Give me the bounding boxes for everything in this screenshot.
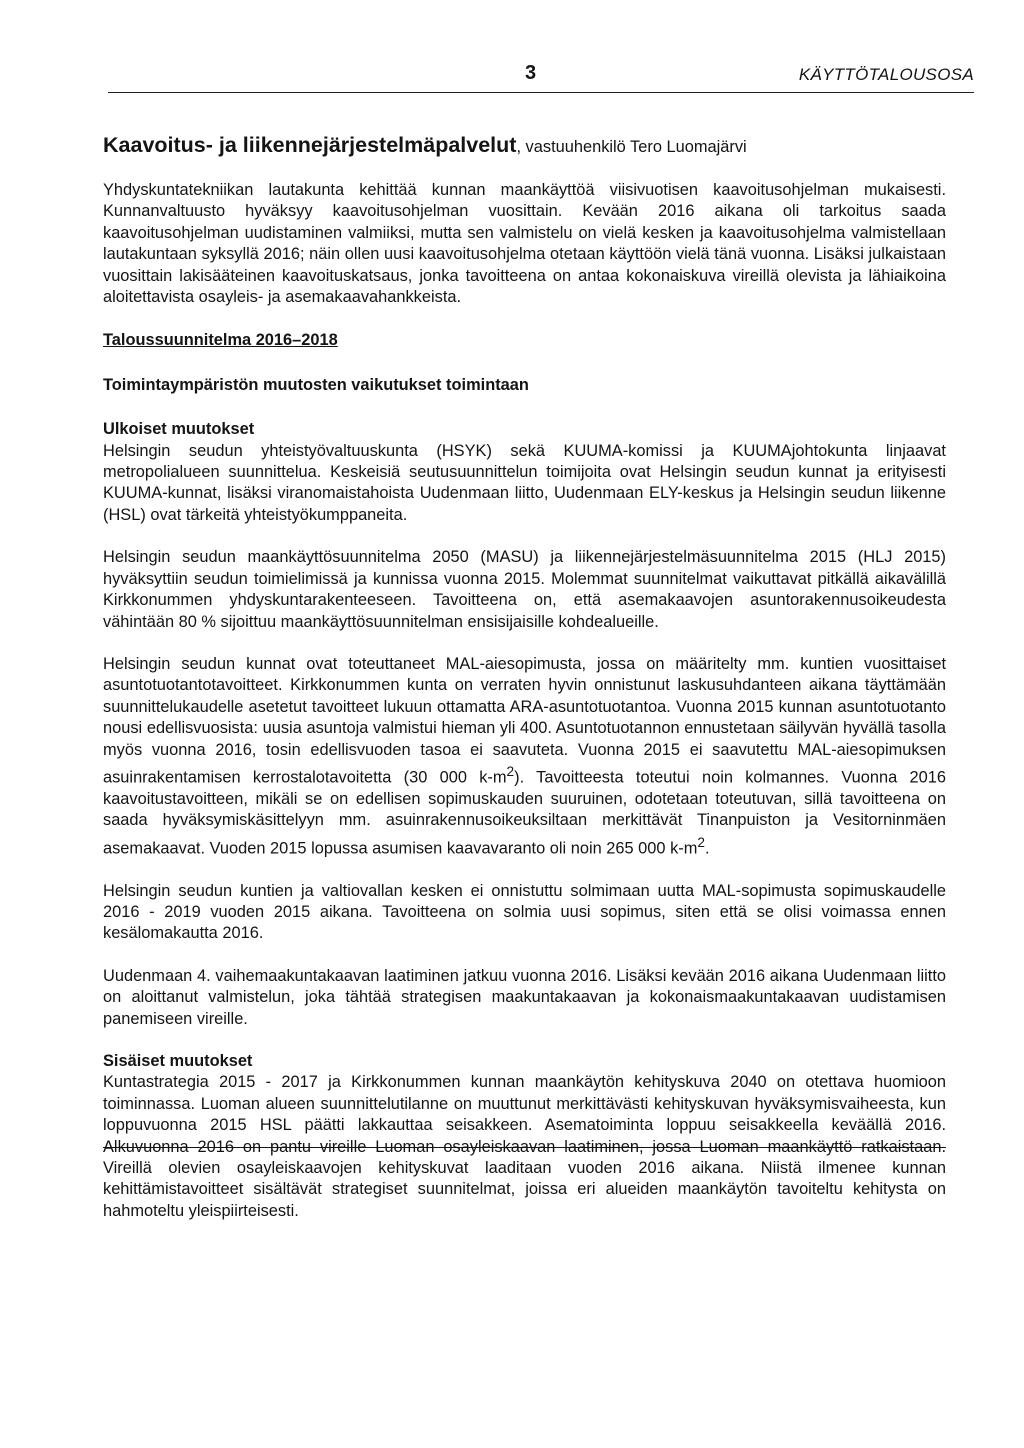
intro-paragraph: Yhdyskuntatekniikan lautakunta kehittää kunnan maankäyttöä viisivuotisen kaavoitusohjelman mukaisesti. Kunnanvaltuusto hyväksyy kaavoitusohjelman vuosittain. Kevään 2016 aikana oli tarkoitus saada kaavoitusohjelman uudistaminen valmiiksi, mutta sen valmistelu on vielä kesken ja kaavoitusohjelma valmistellaan lautakuntaan syksyllä 2016; näin ollen uusi kaavoitusohjelma otetaan käyttöön vielä tänä vuonna. Lisäksi julkaistaan vuosittain lakisääteinen kaavoituskatsaus, jonka tavoitteena on antaa kokonaiskuva vireillä olevista ja lähiaikoina aloitettavista osayleis- ja asemakaavahankkeista.	[103, 181, 946, 307]
external-paragraph-3-end: .	[705, 839, 710, 858]
external-changes-heading: Ulkoiset muutokset	[103, 420, 255, 439]
plan-subheading: Toimintaympäristön muutosten vaikutukset toimintaan	[103, 375, 529, 394]
section-label: KÄYTTÖTALOUSOSA	[798, 65, 974, 84]
external-paragraph-5: Uudenmaan 4. vaihemaakuntakaavan laatiminen jatkuu vuonna 2016. Lisäksi kevään 2016 aikana Uudenmaan liitto on aloittanut valmistelun, joka tähtää strategisen maakuntakaavan ja kokonaismaakuntakaavan uudistamisen panemiseen vireille.	[103, 966, 946, 1028]
external-paragraph-1: Helsingin seudun yhteistyövaltuuskunta (HSYK) sekä KUUMA-komissi ja KUUMAjohtokunta linjaavat metropolialueen suunnittelua. Keskeisiä seutusuunnittelun toimijoita ovat Helsingin seudun kunnat ja erityisesti KUUMA-kunnat, lisäksi viranomaistahoista Uudenmaan liitto, Uudenmaan ELY-keskus ja Helsingin seudun liikenne (HSL) ovat tärkeitä yhteistyökumppaneita.	[103, 441, 946, 524]
external-paragraph-3-part-a: Helsingin seudun kunnat ovat toteuttaneet MAL-aiesopimusta, jossa on määritelty mm. kuntien vuosittaiset asuntotuotantotavoitteet. Kirkkonummen kunta on verraten hyvin onnistunut laskusuhdanteen aikana täyttämään suunnittelukaudelle asetetut tavoitteet lukuun ottamatta ARA-asuntotuotantoa. Vuonna 2015 kunnan asuntotuotanto nousi edellisvuosista: uusia asuntoja valmistui hieman yli 400. Asuntotuotannon ennustetaan säilyvän hyvällä tasolla myös vuonna 2016, tosin edellisvuoden tasoa ei saavuteta. Vuonna 2015 ei saavutettu MAL-aiesopimuksen asuinrakentamisen kerrostalotavoitetta (30 000 k-m	[103, 654, 946, 787]
section-title	[103, 132, 946, 160]
section-title-responsible: , vastuuhenkilö Tero Luomajärvi	[516, 138, 747, 156]
page-number: 3	[525, 62, 537, 84]
superscript-2: 2	[697, 834, 705, 850]
internal-paragraph-1	[103, 1072, 946, 1222]
external-paragraph-3	[103, 654, 946, 860]
section-title-main: Kaavoitus- ja liikennejärjestelmäpalvelut	[103, 133, 517, 157]
internal-paragraph-1-part-b: Vireillä olevien osayleiskaavojen kehityskuvat laaditaan vuoden 2016 aikana. Niistä ilmenee kunnan kehittämistavoitteet sisältävät strategiset suunnitelmat, joissa eri alueiden maankäytön tavoiteltu kehitysta on hahmoteltu yleispiirteisesti.	[103, 1158, 946, 1220]
superscript-2: 2	[506, 763, 515, 779]
plan-heading: Taloussuunnitelma 2016–2018	[103, 331, 338, 350]
page-content	[103, 132, 946, 1222]
internal-changes-heading: Sisäiset muutokset	[103, 1051, 253, 1070]
external-paragraph-4: Helsingin seudun kuntien ja valtiovallan kesken ei onnistuttu solmimaan uutta MAL-sopimusta sopimuskaudelle 2016 - 2019 vuoden 2015 aikana. Tavoitteena on solmia uusi sopimus, siten että se olisi voimassa ennen kesälomakautta 2016.	[103, 881, 946, 943]
internal-paragraph-1-part-a: Kuntastrategia 2015 - 2017 ja Kirkkonummen kunnan maankäytön kehityskuva 2040 on otettava huomioon toiminnassa. Luoman alueen suunnittelutilanne on muuttunut merkittävästi kehityskuvan hyväksymisvaiheesta, kun loppuvuonna 2015 HSL päätti lakkauttaa seisakkeen. Asematoiminta loppuu seisakkeella keväällä 2016.	[103, 1073, 946, 1135]
external-paragraph-3-part-b: ). Tavoitteesta toteutui noin kolmannes. Vuonna 2016 kaavoitustavoitteen, mikäli se on edellisen sopimuskauden suuruinen, odotetaan toteutuvan, sillä tavoitteena on saada hyväksymiskäsittelyyn mm. asuinrakennusoikeuksiltaan merkittävät Tinanpuiston ja Vesitorninmäen asemakaavat. Vuoden 2015 lopussa asumisen kaavavaranto oli noin 265 000 k-m	[103, 768, 946, 858]
struck-text: Alkuvuonna 2016 on pantu vireille Luoman osayleiskaavan laatiminen, jossa Luoman maankäyttö ratkaistaan.	[103, 1137, 946, 1156]
external-paragraph-2: Helsingin seudun maankäyttösuunnitelma 2050 (MASU) ja liikennejärjestelmäsuunnitelma 2015 (HLJ 2015) hyväksyttiin seudun toimielimissä ja kunnissa vuonna 2015. Molemmat suunnitelmat vaikuttavat pitkällä aikavälillä Kirkkonummen yhdyskuntarakenteeseen. Tavoitteena on, että asemakaavojen asuntorakennusoikeudesta vähintään 80 % sijoittuu maankäyttösuunnitelman ensisijaisille kohdealueille.	[103, 548, 946, 631]
page-header	[108, 62, 974, 93]
